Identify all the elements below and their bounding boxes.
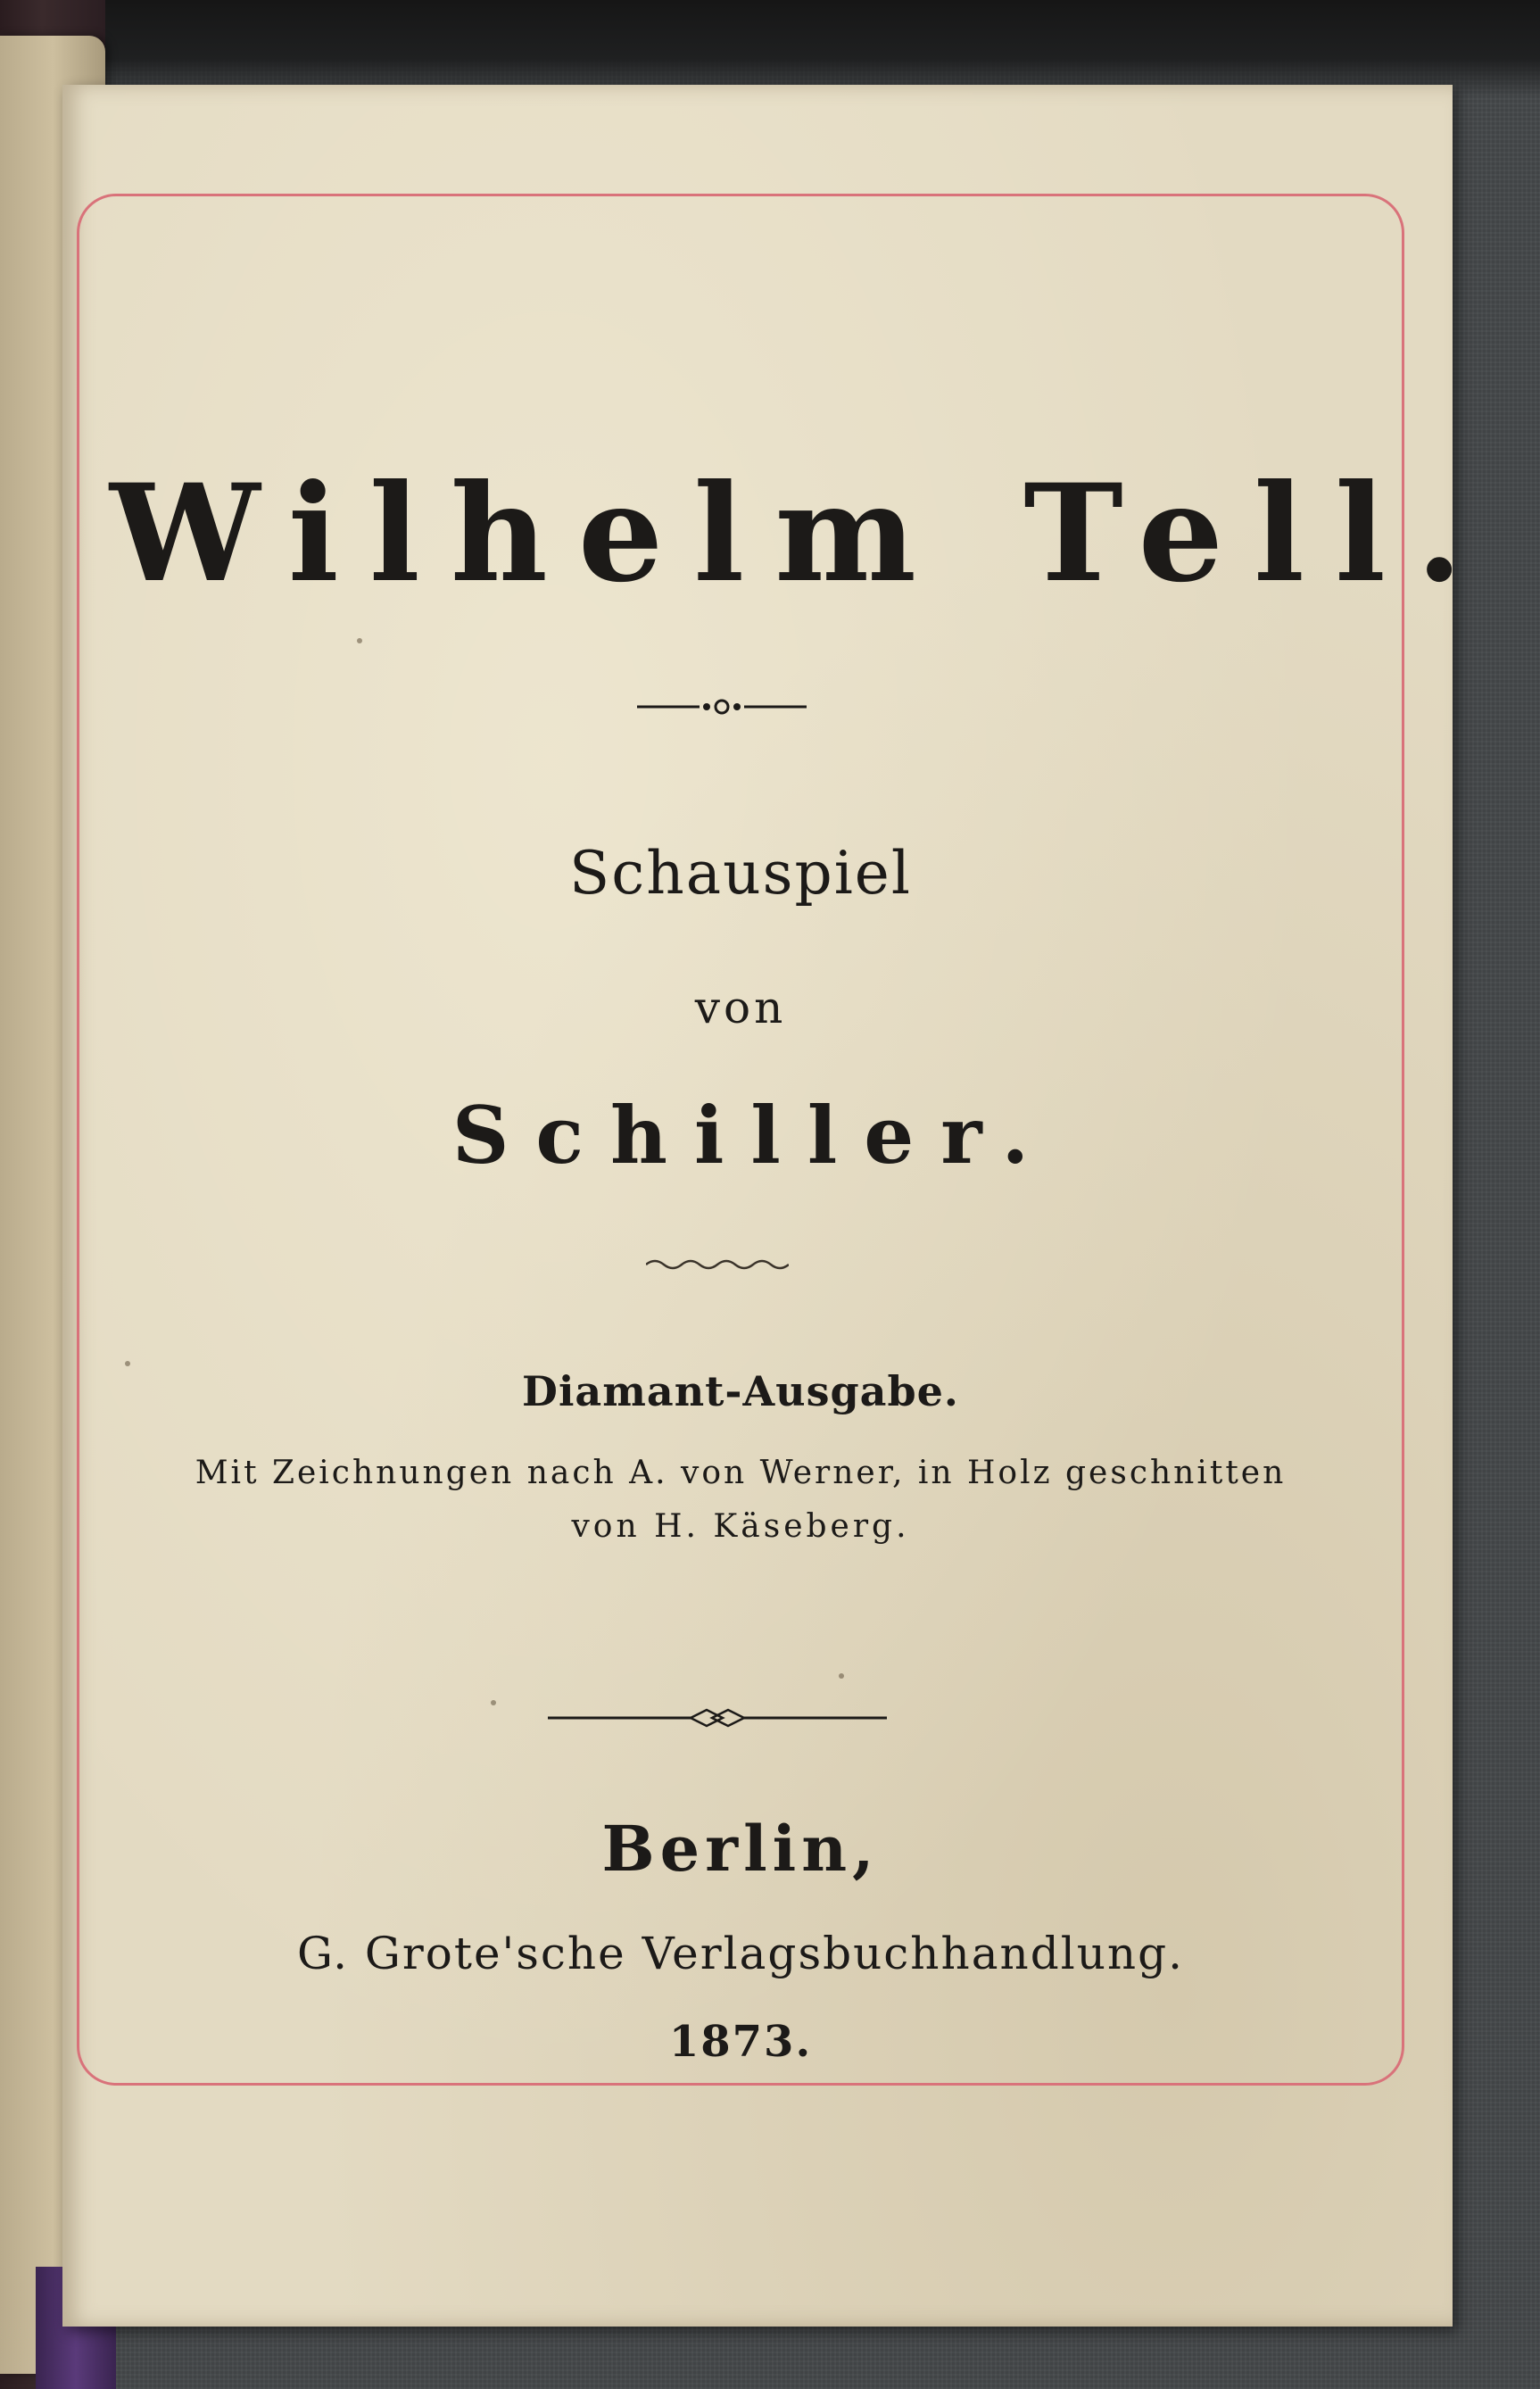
wave-ornament	[646, 1256, 789, 1273]
paper-speck	[839, 1673, 844, 1679]
book-title: Wilhelm Tell.	[110, 455, 1494, 612]
publication-place: Berlin,	[601, 1812, 880, 1886]
publisher-name: G. Grote'sche Verlagsbuchhandlung.	[296, 1928, 1185, 1979]
paper-speck	[491, 1700, 496, 1705]
author-name: Schiller.	[451, 1089, 1056, 1182]
genre-line: Schauspiel	[569, 839, 912, 908]
paper-speck	[125, 1361, 130, 1366]
illustration-credit-line-1: Mit Zeichnungen nach A. von Werner, in Holz geschnitten	[195, 1455, 1287, 1491]
red-border-frame	[77, 194, 1494, 2086]
publication-year: 1873.	[668, 2017, 813, 2067]
illustration-credit-line-2: von H. Käseberg.	[571, 1508, 910, 1545]
diamond-rule-ornament	[548, 1705, 887, 1731]
by-line: von	[694, 982, 787, 1033]
edition-line: Diamant-Ausgabe.	[522, 1367, 959, 1415]
dot-rule-ornament	[637, 696, 807, 718]
background-shadow	[0, 0, 1540, 98]
title-page	[62, 85, 1494, 2327]
paper-speck	[357, 638, 362, 643]
